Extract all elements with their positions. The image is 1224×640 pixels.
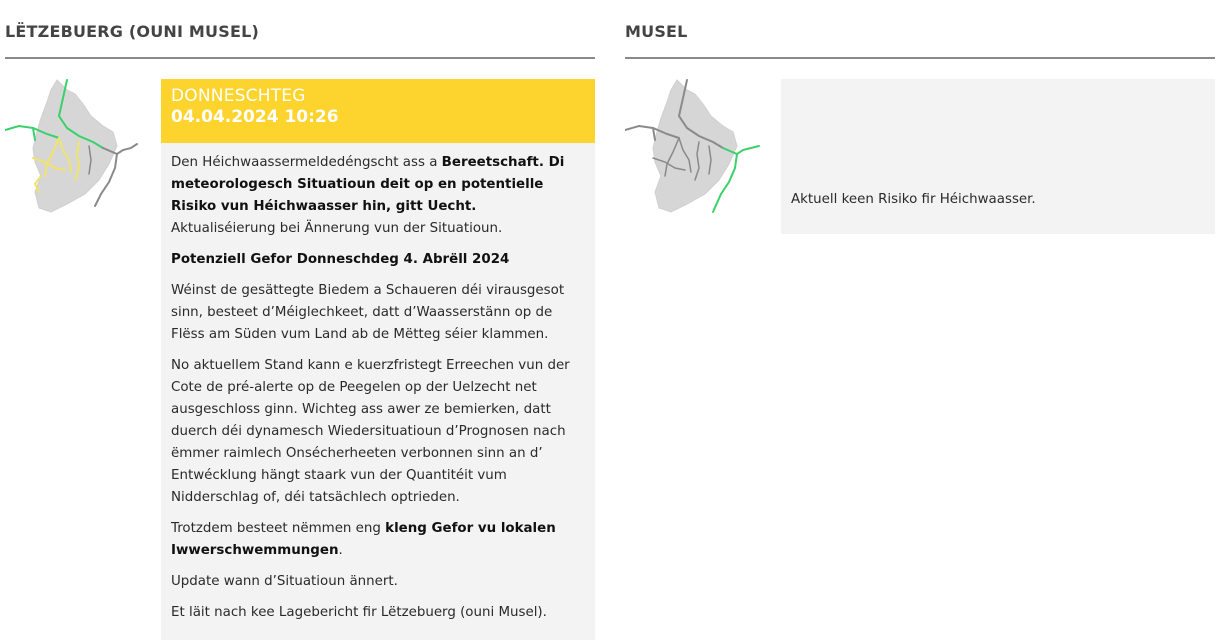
status-update-note: Aktualiséierung bei Ännerung vun der Situatioun. [171,221,503,236]
report-day: DONNESCHTEG [171,86,306,106]
risk-report-card [161,79,595,640]
report-subheading: Potenziell Gefor Donneschdeg 4. Abrëll 2024 [171,252,510,267]
section-title: LËTZEBUERG (OUNI MUSEL) [5,22,260,41]
report-paragraph-risk [171,518,585,562]
no-risk-message: Aktuell keen Risiko fir Héichwaasser. [791,192,1036,207]
moselle-map-icon[interactable] [625,76,765,222]
report-header [161,79,595,143]
status-emphasis: Bereetschaft. Di meteorologesch Situatioun deit op en potentielle Risiko vun Héichwaasser hin, gitt Uecht. [171,155,565,214]
report-paragraph-status [171,152,585,240]
report-datetime: 04.04.2024 10:26 [171,107,339,127]
report-paragraph: Et läit nach kee Lagebericht fir Lëtzebuerg (ouni Musel). [171,605,547,620]
luxembourg-map-icon[interactable] [5,76,145,222]
report-paragraph: No aktuellem Stand kann e kuerzfristegt Erreechen vun der Cote de pré-alerte op de Peegelen op der Uelzecht net ausgeschloss ginn. Wichteg ass awer ze bemierken, datt duerch déi dynamesch Wiedersituatioun d’Prognosen nach ëmmer raimlech Onsécherheeten verbonnen sinn an d’ Entwécklung hängt staark vun der Quantitéit vum Nidderschlag of, déi tatsächlech optrieden. [171,358,570,505]
section-divider [625,57,1215,59]
risk-emphasis: kleng Gefor vu lokalen Iwwerschwemmungen [171,521,556,558]
section-divider [5,57,595,59]
risk-text: Trotzdem besteet nëmmen eng [171,521,386,536]
risk-period: . [338,543,343,558]
section-title: MUSEL [625,22,688,41]
report-paragraph: Wéinst de gesättegte Biedem a Schaueren déi virausgesot sinn, besteet d’Méiglechkeet, datt d’Waasserstänn op de Flëss am Süden vum Land ab de Mëtteg séier klammen. [171,283,565,342]
no-risk-card [781,79,1215,234]
status-text: Den Héichwaassermeldedéngscht ass a [171,155,442,170]
report-body [161,143,595,624]
report-paragraph: Update wann d’Situatioun ännert. [171,574,398,589]
